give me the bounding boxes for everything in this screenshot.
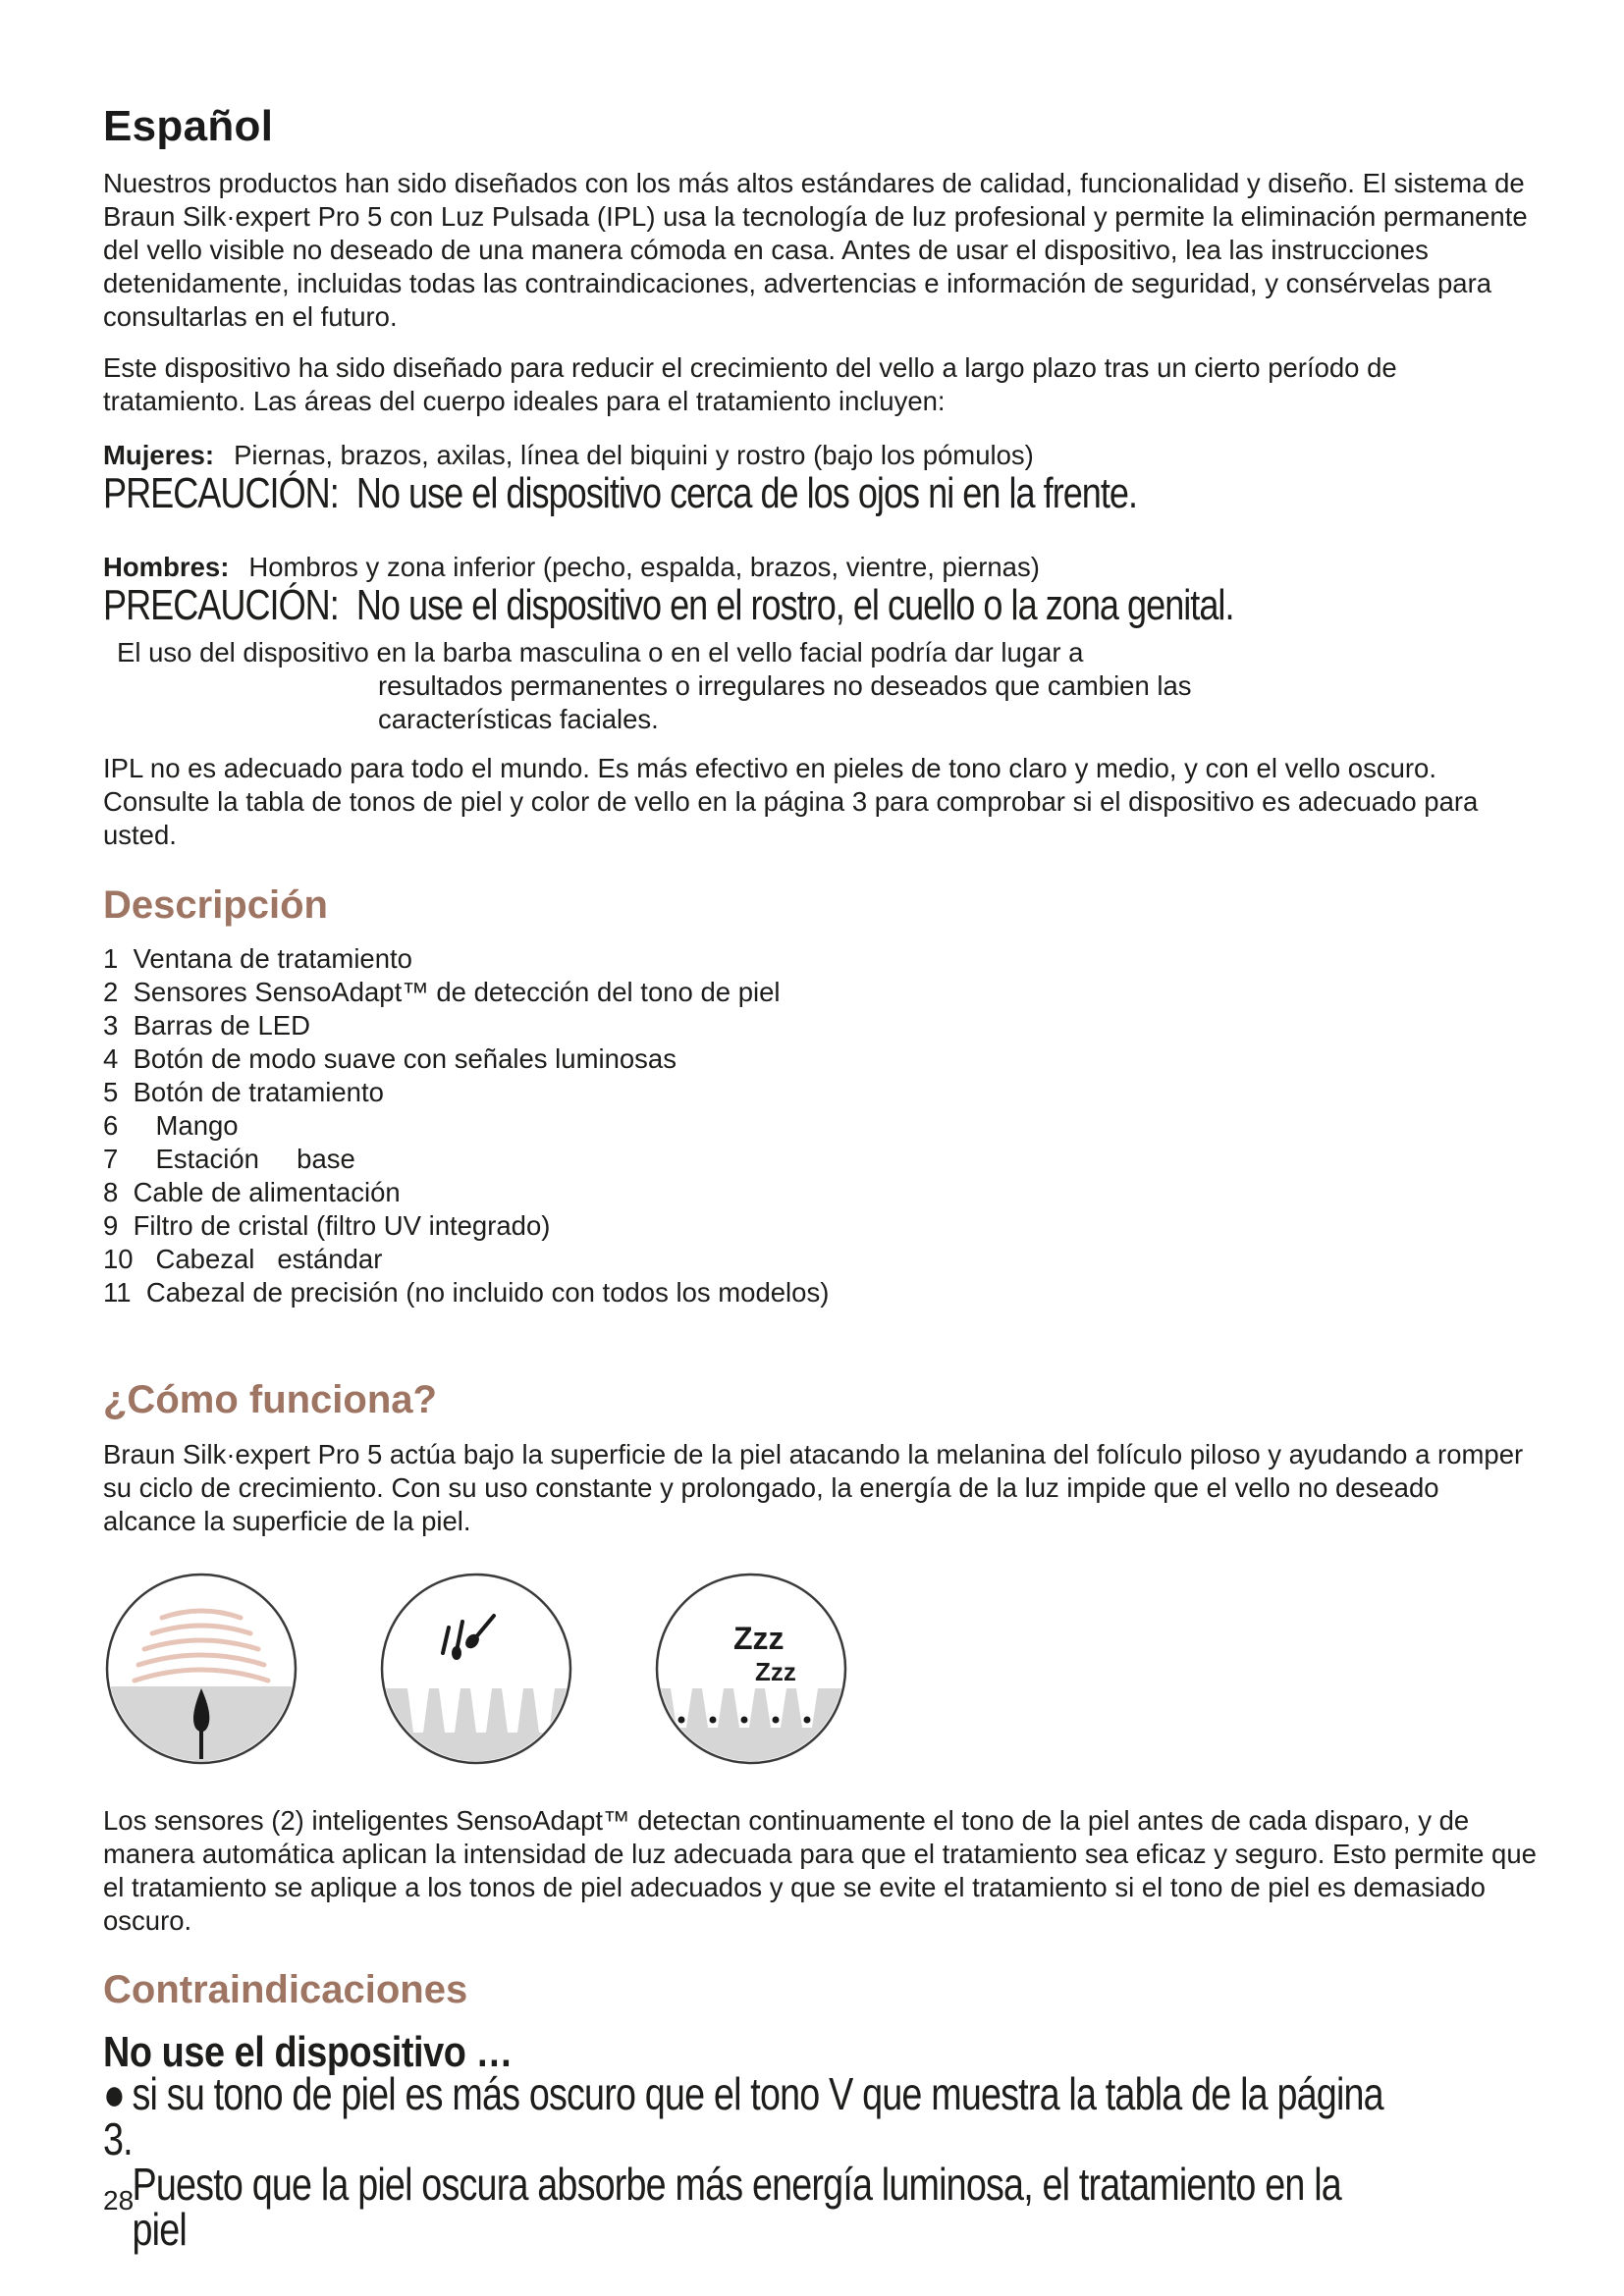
- description-item: 3 Barras de LED: [103, 1010, 310, 1041]
- how-it-works-illustrations: [103, 1571, 889, 1767]
- description-item: 6 Mango: [103, 1110, 239, 1141]
- men-areas-text: Hombros y zona inferior (pecho, espalda, brazos, vientre, piernas): [248, 552, 1040, 582]
- men-caution-label: PRECAUCIÓN:: [103, 581, 339, 629]
- description-item: 8 Cable de alimentación: [103, 1177, 401, 1207]
- sensors-paragraph: Los sensores (2) inteligentes SensoAdapt™ detectan continuamente el tono de la piel antes de cada disparo, y de manera automática aplican la intensidad de luz adecuada para que el tratamiento sea eficaz y seguro. Esto permite que el tratamiento se aplique a los tonos de piel adecuados y que se evite el tratamiento si el tono de piel es demasiado oscuro.: [103, 1805, 1537, 1936]
- men-caution-text: No use el dispositivo en el rostro, el cuello o la zona genital.: [355, 581, 1234, 629]
- bullet-dot-icon: ●: [103, 2068, 125, 2119]
- sleep-text-1: Zzz: [733, 1621, 785, 1656]
- men-caution: [103, 581, 1234, 630]
- contraindication-bullet: [103, 2068, 1391, 2255]
- women-label: Mujeres:: [103, 440, 215, 470]
- description-item: 2 Sensores SensoAdapt™ de detección del tono de piel: [103, 977, 781, 1007]
- men-label: Hombres:: [103, 552, 230, 582]
- how-it-works-paragraph: Braun Silk·expert Pro 5 actúa bajo la superficie de la piel atacando la melanina del folículo piloso y ayudando a romper su ciclo de crecimiento. Con su uso constante y prolongado, la energía de la luz impide que el vello no deseado alcance la superficie de la piel.: [103, 1439, 1524, 1536]
- women-caution-text: No use el dispositivo cerca de los ojos ni en la frente.: [355, 469, 1138, 517]
- intro-paragraph-1: Nuestros productos han sido diseñados con los más altos estándares de calidad, funcionalidad y diseño. El sistema de Braun Silk·expert Pro 5 con Luz Pulsada (IPL) usa la tecnología de luz profesional y permite la eliminación permanente del vello visible no deseado de una manera cómoda en casa. Antes de usar el dispositivo, lea las instrucciones detenidamente, incluidas todas las contraindicaciones, advertencias e información de seguridad, y consérvelas para consultarlas en el futuro.: [103, 168, 1528, 332]
- men-note-line-2: resultados permanentes o irregulares no deseados que cambien las características faciales.: [378, 670, 1192, 734]
- description-item: 7 Estación base: [103, 1144, 355, 1174]
- women-areas-text: Piernas, brazos, axilas, línea del biquini y rostro (bajo los pómulos): [234, 440, 1034, 470]
- description-list: [103, 942, 829, 1309]
- intro-paragraph-2: Este dispositivo ha sido diseñado para reducir el crecimiento del vello a largo plazo tras un cierto período de tratamiento. Las áreas del cuerpo ideales para el tratamiento incluyen:: [103, 352, 1397, 416]
- sleep-text-2: Zzz: [755, 1657, 796, 1686]
- contraindications-title: Contraindicaciones: [103, 1968, 468, 2011]
- description-item: 9 Filtro de cristal (filtro UV integrado): [103, 1210, 551, 1241]
- description-title: Descripción: [103, 883, 328, 927]
- dormant-follicle-icon: [653, 1571, 849, 1767]
- bullet-line-1: si su tono de piel es más oscuro que el tono V que muestra la tabla de la página 3.: [103, 2068, 1383, 2164]
- bullet-line-2: Puesto que la piel oscura absorbe más energía luminosa, el tratamiento en la piel: [132, 2159, 1341, 2255]
- women-areas: [103, 439, 1034, 472]
- description-item: 10 Cabezal estándar: [103, 1244, 383, 1274]
- contraindications-subtitle: No use el dispositivo …: [103, 2028, 513, 2076]
- description-item: 4 Botón de modo suave con señales luminosas: [103, 1043, 677, 1074]
- language-heading: Español: [103, 102, 274, 150]
- how-it-works-title: ¿Cómo funciona?: [103, 1378, 437, 1421]
- women-caution: [103, 469, 1137, 518]
- ipl-paragraph: IPL no es adecuado para todo el mundo. Es más efectivo en pieles de tono claro y medio, y con el vello oscuro. Consulte la tabla de tonos de piel y color de vello en la página 3 para comprobar si el dispositivo es adecuado para usted.: [103, 753, 1479, 850]
- description-item: 11 Cabezal de precisión (no incluido con todos los modelos): [103, 1277, 830, 1308]
- men-areas: [103, 551, 1040, 584]
- page-number: 28: [103, 2185, 135, 2216]
- description-item: 1 Ventana de tratamiento: [103, 943, 412, 974]
- hair-removal-icon: [378, 1571, 574, 1767]
- light-energy-icon: [103, 1571, 299, 1767]
- men-note-line-1: El uso del dispositivo en la barba masculina o en el vello facial podría dar lugar a: [117, 637, 1084, 667]
- description-item: 5 Botón de tratamiento: [103, 1077, 384, 1107]
- women-caution-label: PRECAUCIÓN:: [103, 469, 339, 517]
